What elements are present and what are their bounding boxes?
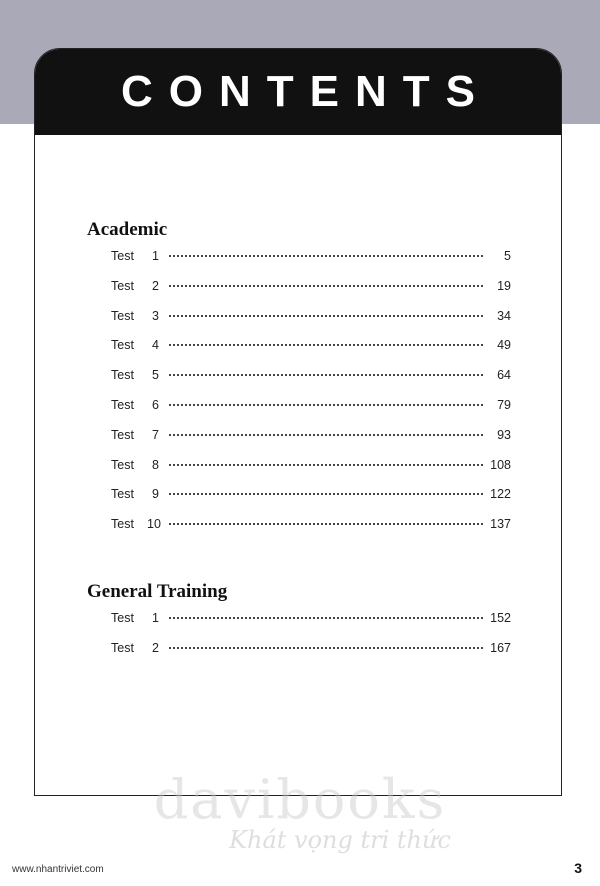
toc-entry [111, 398, 511, 428]
toc-leader-dots [169, 647, 483, 649]
toc-entry-label: Test [111, 368, 134, 383]
toc-entry-page: 167 [490, 640, 511, 655]
toc-entry-number: 1 [152, 611, 159, 625]
watermark-brand: davibooks [153, 768, 447, 831]
toc-leader-dots [169, 434, 483, 436]
toc-entry [111, 487, 511, 517]
toc-entry-label: Test [111, 611, 134, 625]
toc-leader-dots [169, 523, 483, 525]
toc-entry-page: 137 [490, 517, 511, 532]
toc-entry-number: 5 [152, 368, 159, 383]
toc-entry-number: 2 [152, 278, 159, 293]
toc-leader-dots [169, 344, 483, 346]
toc-entry-page: 108 [490, 457, 511, 472]
toc-entry-label: Test [111, 457, 134, 472]
toc-entry-label: Test [111, 517, 134, 532]
toc-entry-page: 79 [497, 397, 511, 412]
academic-heading: Academic [87, 219, 168, 240]
footer-url: www.nhantriviet.com [12, 864, 104, 875]
toc-entry [111, 641, 511, 671]
toc-entry-number: 10 [147, 517, 161, 532]
toc-entry-number: 9 [152, 487, 159, 502]
toc-entry-label: Test [111, 338, 134, 353]
contents-frame [34, 48, 562, 796]
toc-entry-page: 49 [497, 338, 511, 353]
toc-entry [111, 279, 511, 309]
toc-entry-number: 7 [152, 427, 159, 442]
toc-entry-label: Test [111, 308, 134, 323]
toc-entry-number: 4 [152, 338, 159, 353]
toc-leader-dots [169, 404, 483, 406]
toc-entry-page: 152 [490, 611, 511, 625]
toc-entry-label: Test [111, 640, 134, 655]
toc-entry-page: 93 [497, 427, 511, 442]
toc-entry-page: 122 [490, 487, 511, 502]
toc-entry-number: 3 [152, 308, 159, 323]
toc-entry [111, 517, 511, 547]
general-training-toc [111, 611, 511, 671]
toc-entry [111, 309, 511, 339]
toc-leader-dots [169, 374, 483, 376]
toc-entry-number: 8 [152, 457, 159, 472]
toc-entry-page: 5 [504, 249, 511, 263]
toc-leader-dots [169, 315, 483, 317]
toc-entry-label: Test [111, 278, 134, 293]
toc-entry [111, 338, 511, 368]
academic-toc [111, 249, 511, 547]
toc-entry-label: Test [111, 427, 134, 442]
watermark-slogan: Khát vọng tri thức [229, 826, 451, 854]
page-number: 3 [574, 860, 582, 876]
toc-leader-dots [169, 285, 483, 287]
general-training-heading: General Training [87, 581, 228, 602]
toc-entry-number: 2 [152, 640, 159, 655]
toc-entry-label: Test [111, 487, 134, 502]
toc-entry [111, 368, 511, 398]
page-title: CONTENTS [121, 67, 491, 116]
header-bar [35, 49, 561, 135]
toc-entry-page: 34 [497, 308, 511, 323]
toc-entry [111, 428, 511, 458]
toc-leader-dots [169, 255, 483, 257]
toc-leader-dots [169, 493, 483, 495]
toc-entry [111, 458, 511, 488]
toc-entry-label: Test [111, 397, 134, 412]
toc-entry [111, 249, 511, 279]
toc-entry [111, 611, 511, 641]
toc-leader-dots [169, 464, 483, 466]
toc-leader-dots [169, 617, 483, 619]
toc-entry-page: 19 [497, 278, 511, 293]
toc-entry-number: 1 [152, 249, 159, 263]
toc-entry-label: Test [111, 249, 134, 263]
toc-entry-page: 64 [497, 368, 511, 383]
toc-entry-number: 6 [152, 397, 159, 412]
